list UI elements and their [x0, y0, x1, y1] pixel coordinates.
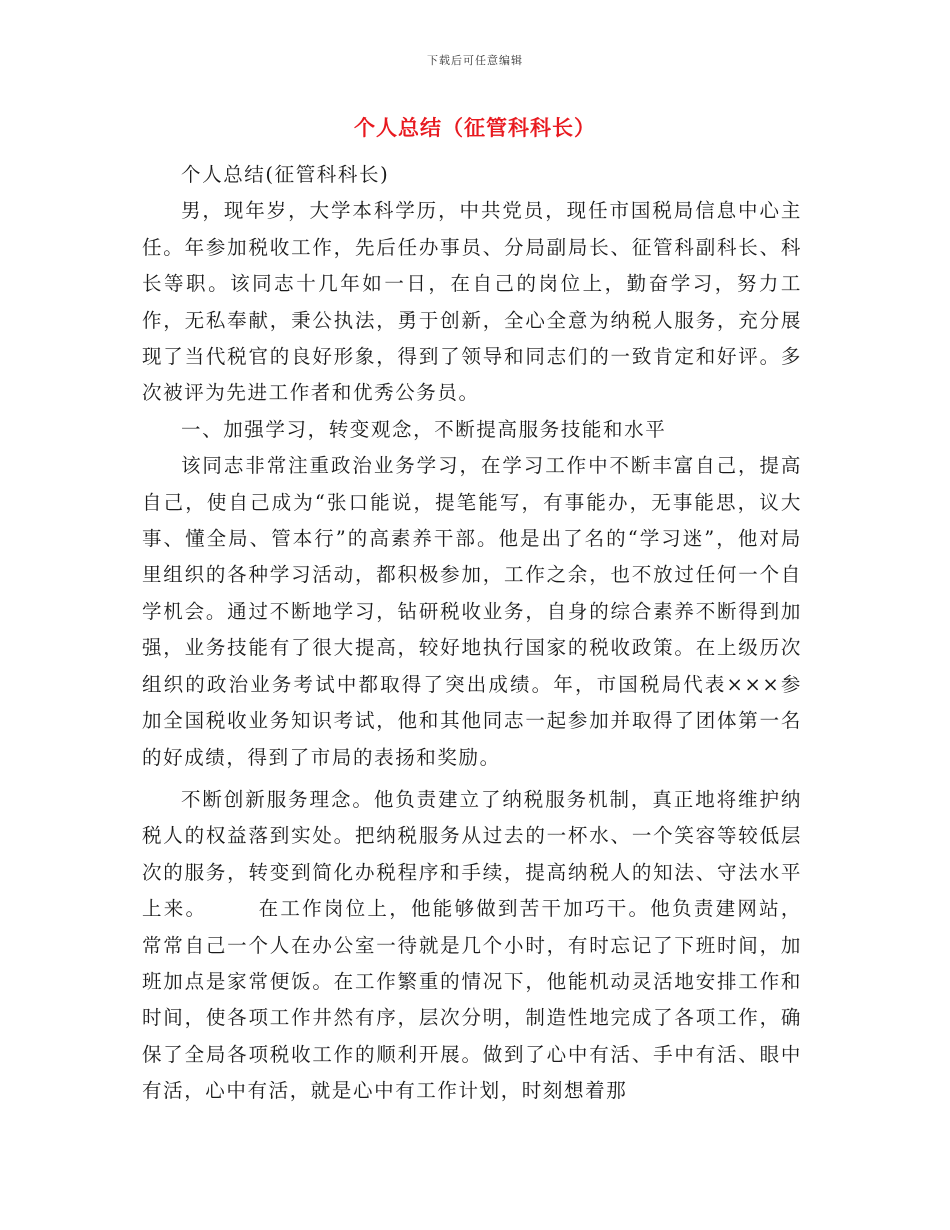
intro-paragraph: 男，现年岁，大学本科学历，中共党员，现任市国税局信息中心主任。年参加税收工作，先后任办事员、分局副局长、征管科副科长、科长等职。该同志十几年如一日，在自己的岗位上，勤奋学习，努力工作，无私奉献，秉公执法，勇于创新，全心全意为纳税人服务，充分展现了当代税官的良好形象，得到了领导和同志们的一致肯定和好评。多次被评为先进工作者和优秀公务员。 [142, 199, 802, 405]
study-paragraph: 该同志非常注重政治业务学习，在学习工作中不断丰富自己，提高自己，使自己成为“张口能说，提笔能写，有事能办，无事能思，议大事、懂全局、管本行”的高素养干部。他是出了名的“学习迷”，他对局里组织的各种学习活动，都积极参加，工作之余，也不放过任何一个自学机会。通过不断地学习，钻研税收业务，自身的综合素养不断得到加强，业务技能有了很大提高，较好地执行国家的税收政策。在上级历次组织的政治业务考试中都取得了突出成绩。年，市国税局代表×××参加全国税收业务知识考试，他和其他同志一起参加并取得了团体第一名的好成绩，得到了市局的表扬和奖励。 [142, 454, 802, 769]
service-paragraph-part2: 在工作岗位上，他能够做到苦干加巧干。他负责建网站，常常自己一个人在办公室一待就是几个小时，有时忘记了下班时间，加班加点是家常便饭。在工作繁重的情况下，他能机动灵活地安排工作和时间，使各项工作井然有序，层次分明，制造性地完成了各项工作，确保了全局各项税收工作的顺利开展。做到了心中有活、手中有活、眼中有活，心中有活，就是心中有工作计划，时刻想着那 [142, 897, 802, 1103]
subtitle-paragraph: 个人总结(征管科科长) [181, 163, 390, 186]
service-paragraph-part1: 不断创新服务理念。他负责建立了纳税服务机制，真正地将维护纳税人的权益落到实处。把纳税服务从过去的一杯水、一个笑容等较低层次的服务，转变到简化办税程序和手续，提高纳税人的知法、守法水平上来。 [142, 787, 802, 921]
document-title: 个人总结（征管科科长） [354, 115, 596, 140]
document-body [142, 157, 802, 1110]
header-note: 下载后可任意编辑 [427, 54, 523, 67]
section-heading: 一、加强学习，转变观念，不断提高服务技能和水平 [181, 417, 667, 441]
service-paragraph [142, 782, 802, 1110]
